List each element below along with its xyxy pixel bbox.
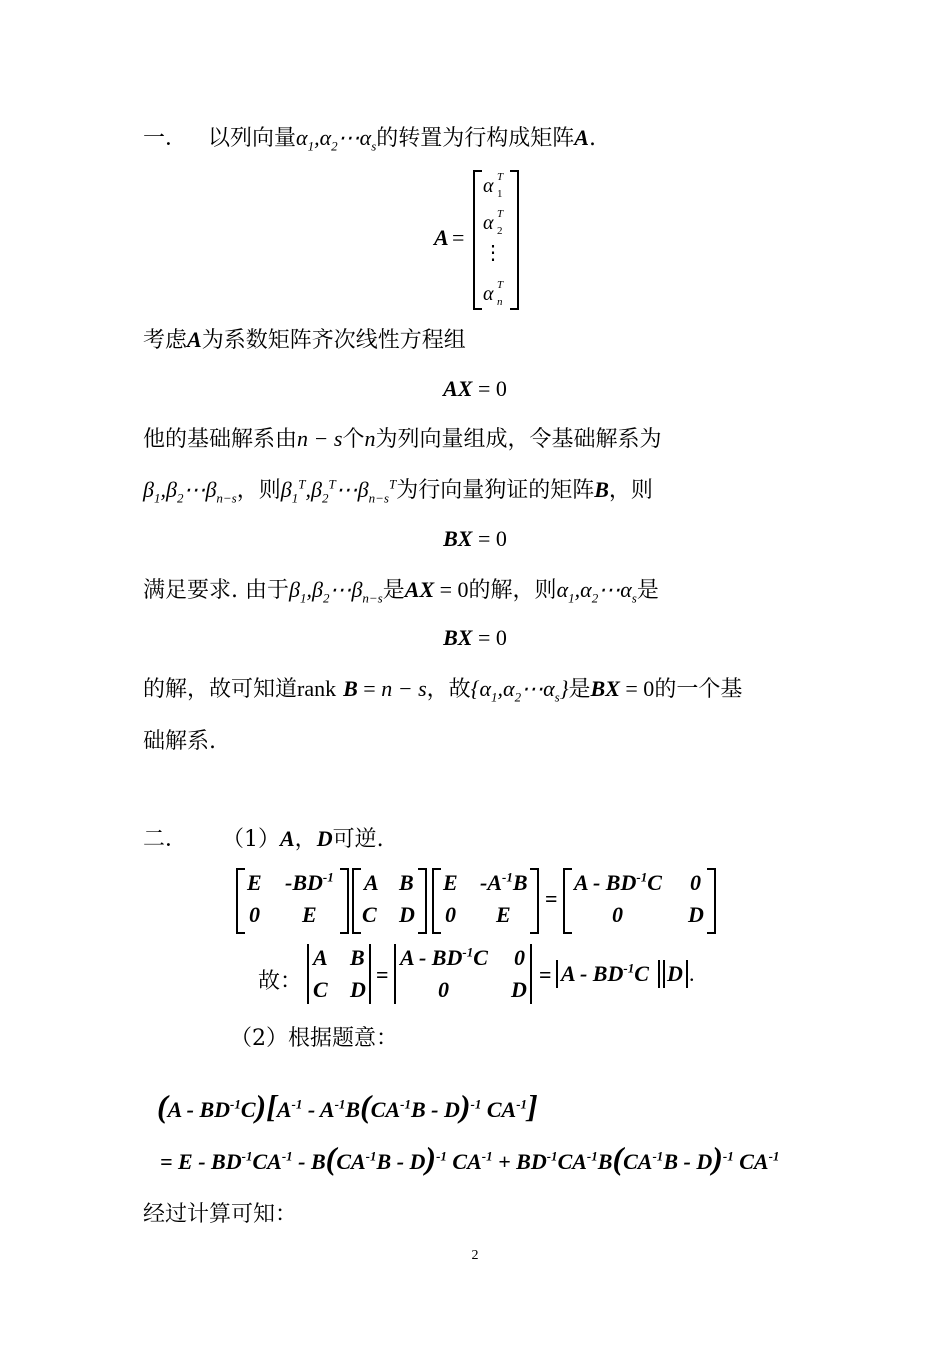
matrix-name: A <box>574 125 589 150</box>
page-number: 2 <box>471 1248 479 1263</box>
section1-intro-a: 以列向量 <box>208 126 297 151</box>
section2-part1-line: 二． （1）A，D可逆. <box>143 826 384 852</box>
section1-heading: 一． <box>143 126 188 151</box>
section2-heading: 二． <box>143 827 188 852</box>
equation-ax-0: AX = 0 <box>443 376 507 401</box>
section1-intro-b: 的转置为行构成矩阵 <box>376 126 575 151</box>
consider-line: 考虑A为系数矩阵齐次线性方程组 <box>143 327 466 353</box>
basis-line: 他的基础解系由n − s个n为列向量组成，令基础解系为 <box>143 426 662 452</box>
conclusion-line: 经过计算可知： <box>143 1202 298 1227</box>
rank-line: 的解，故可知道rank B = n − s，故$\{\alpha_1,\alpha_2\cdots\alpha_s\}$是BX = 0的一个基 <box>143 676 743 705</box>
equation-bx-0-second: BX = 0 <box>443 625 507 650</box>
basis-end-line: 础解系. <box>143 729 216 754</box>
part2-label: （2）根据题意： <box>230 1026 398 1051</box>
satisfy-line: 满足要求. 由于$\beta_1,\beta_2\cdots\beta_{n-s}$是AX = 0的解，则$\alpha_1,\alpha_2\cdots\alpha_s$是 <box>143 577 659 606</box>
equation-bx-0: BX = 0 <box>443 526 507 551</box>
beta-line: $\beta_1,\beta_2\cdots\beta_{n-s}$，则$\beta_1^T,\beta_2^T\cdots\beta_{n-s}^T$为行向量狗证的矩阵B，则 <box>143 476 653 506</box>
alpha-list: $\alpha_1,\alpha_2\cdots\alpha_s$ <box>296 125 377 154</box>
section1-intro-line: 一． 以列向量$\alpha_1,\alpha_2\cdots\alpha_s$的转置为行构成矩阵A. <box>143 125 596 154</box>
